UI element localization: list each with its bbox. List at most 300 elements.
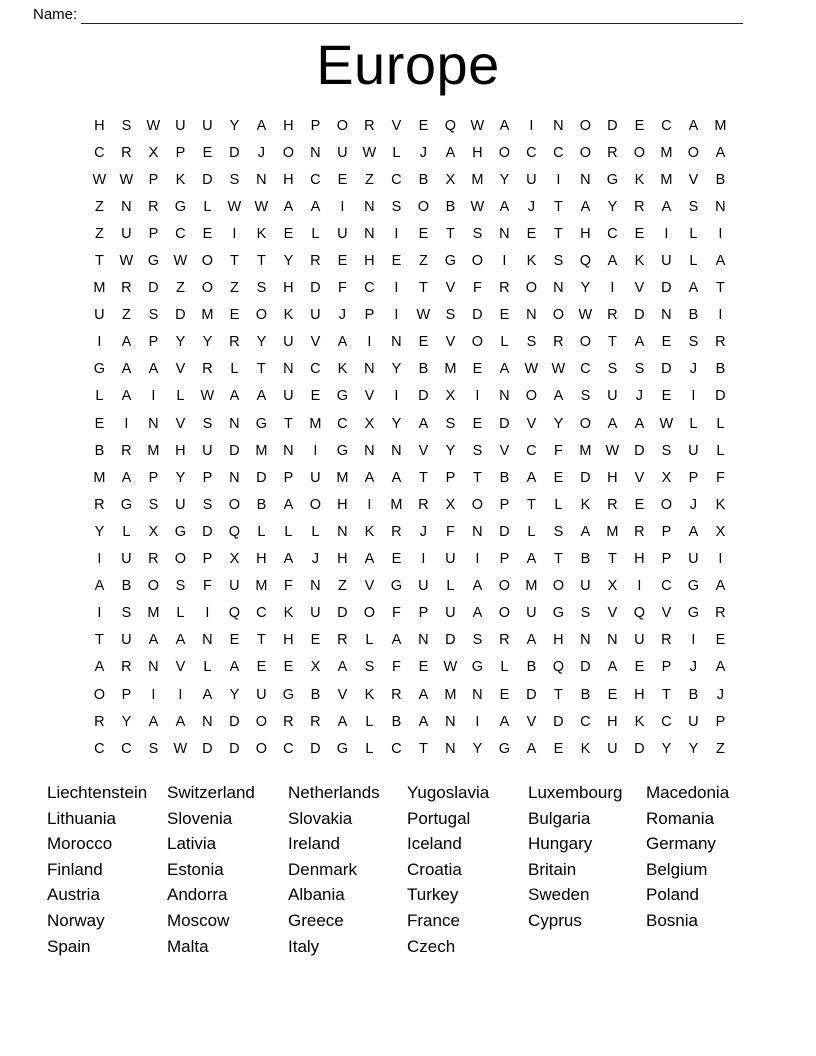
grid-cell[interactable]: V bbox=[391, 117, 402, 134]
grid-cell[interactable]: M bbox=[660, 171, 673, 188]
grid-cell[interactable]: D bbox=[634, 740, 645, 757]
grid-cell[interactable]: U bbox=[175, 496, 186, 513]
grid-cell[interactable]: U bbox=[688, 713, 699, 730]
grid-cell[interactable]: F bbox=[202, 578, 213, 595]
grid-cell[interactable]: A bbox=[148, 632, 159, 649]
grid-cell[interactable]: T bbox=[553, 686, 564, 703]
grid-cell[interactable]: T bbox=[472, 469, 483, 486]
grid-cell[interactable]: A bbox=[472, 578, 483, 595]
grid-cell[interactable]: E bbox=[661, 388, 672, 405]
word-list-item[interactable]: Bulgaria bbox=[528, 808, 591, 828]
grid-cell[interactable]: U bbox=[310, 307, 321, 324]
grid-cell[interactable]: V bbox=[445, 280, 456, 297]
grid-cell[interactable]: O bbox=[147, 578, 160, 595]
grid-cell[interactable]: N bbox=[310, 144, 321, 161]
grid-cell[interactable]: J bbox=[689, 361, 698, 378]
grid-cell[interactable]: N bbox=[283, 442, 294, 459]
grid-cell[interactable]: F bbox=[472, 280, 483, 297]
word-list-item[interactable]: Slovenia bbox=[167, 808, 233, 828]
grid-cell[interactable]: Q bbox=[579, 253, 592, 270]
grid-cell[interactable]: S bbox=[472, 225, 483, 242]
grid-cell[interactable]: H bbox=[256, 551, 267, 568]
grid-cell[interactable]: Y bbox=[283, 253, 294, 270]
grid-cell[interactable]: W bbox=[254, 198, 269, 215]
grid-cell[interactable]: C bbox=[661, 117, 672, 134]
grid-cell[interactable]: M bbox=[606, 523, 619, 540]
grid-cell[interactable]: T bbox=[553, 551, 564, 568]
grid-cell[interactable]: A bbox=[175, 632, 186, 649]
grid-cell[interactable]: Q bbox=[444, 117, 457, 134]
grid-cell[interactable]: W bbox=[605, 442, 620, 459]
grid-cell[interactable]: E bbox=[661, 334, 672, 351]
grid-cell[interactable]: W bbox=[227, 198, 242, 215]
grid-cell[interactable]: P bbox=[661, 551, 672, 568]
grid-cell[interactable]: Y bbox=[580, 280, 591, 297]
grid-cell[interactable]: U bbox=[526, 171, 537, 188]
grid-cell[interactable]: H bbox=[607, 713, 618, 730]
grid-cell[interactable]: N bbox=[283, 361, 294, 378]
grid-cell[interactable]: Y bbox=[472, 740, 483, 757]
grid-cell[interactable]: L bbox=[365, 713, 374, 730]
grid-cell[interactable]: A bbox=[445, 144, 456, 161]
grid-cell[interactable]: A bbox=[526, 469, 537, 486]
grid-cell[interactable]: H bbox=[472, 144, 483, 161]
grid-cell[interactable]: A bbox=[337, 334, 348, 351]
grid-cell[interactable]: D bbox=[202, 740, 213, 757]
grid-cell[interactable]: I bbox=[124, 415, 129, 432]
grid-cell[interactable]: O bbox=[255, 307, 268, 324]
grid-cell[interactable]: D bbox=[553, 713, 564, 730]
grid-cell[interactable]: Y bbox=[607, 198, 618, 215]
grid-cell[interactable]: D bbox=[580, 469, 591, 486]
grid-cell[interactable]: E bbox=[499, 686, 510, 703]
grid-cell[interactable]: I bbox=[556, 171, 561, 188]
grid-cell[interactable]: S bbox=[526, 334, 537, 351]
grid-cell[interactable]: J bbox=[311, 551, 320, 568]
grid-cell[interactable]: O bbox=[255, 740, 268, 757]
grid-cell[interactable]: S bbox=[391, 198, 402, 215]
grid-cell[interactable]: I bbox=[421, 551, 426, 568]
grid-cell[interactable]: U bbox=[229, 578, 240, 595]
grid-cell[interactable]: K bbox=[175, 171, 186, 188]
grid-cell[interactable]: O bbox=[93, 686, 106, 703]
grid-cell[interactable]: U bbox=[445, 551, 456, 568]
grid-cell[interactable]: R bbox=[148, 198, 159, 215]
grid-cell[interactable]: L bbox=[257, 523, 266, 540]
grid-cell[interactable]: M bbox=[660, 144, 673, 161]
grid-cell[interactable]: E bbox=[283, 225, 294, 242]
grid-cell[interactable]: L bbox=[500, 659, 509, 676]
grid-cell[interactable]: J bbox=[419, 523, 428, 540]
grid-cell[interactable]: L bbox=[554, 496, 563, 513]
grid-cell[interactable]: N bbox=[445, 740, 456, 757]
grid-cell[interactable]: D bbox=[445, 632, 456, 649]
grid-cell[interactable]: A bbox=[688, 523, 699, 540]
grid-cell[interactable]: B bbox=[445, 198, 456, 215]
grid-cell[interactable]: A bbox=[229, 388, 240, 405]
grid-cell[interactable]: Y bbox=[229, 686, 240, 703]
grid-cell[interactable]: A bbox=[418, 713, 429, 730]
grid-cell[interactable]: G bbox=[255, 415, 268, 432]
grid-cell[interactable]: W bbox=[659, 415, 674, 432]
grid-cell[interactable]: T bbox=[526, 496, 537, 513]
grid-cell[interactable]: I bbox=[394, 307, 399, 324]
grid-cell[interactable]: T bbox=[553, 198, 564, 215]
grid-cell[interactable]: E bbox=[94, 415, 105, 432]
grid-cell[interactable]: I bbox=[718, 307, 723, 324]
grid-cell[interactable]: U bbox=[202, 117, 213, 134]
word-list-item[interactable]: Morocco bbox=[47, 834, 113, 854]
grid-cell[interactable]: I bbox=[475, 713, 480, 730]
grid-cell[interactable]: Q bbox=[228, 523, 241, 540]
grid-cell[interactable]: A bbox=[580, 198, 591, 215]
grid-cell[interactable]: A bbox=[256, 388, 267, 405]
grid-cell[interactable]: Y bbox=[688, 740, 699, 757]
grid-cell[interactable]: U bbox=[175, 117, 186, 134]
grid-cell[interactable]: B bbox=[580, 686, 591, 703]
grid-cell[interactable]: S bbox=[607, 361, 618, 378]
grid-cell[interactable]: G bbox=[471, 659, 484, 676]
grid-cell[interactable]: D bbox=[715, 388, 726, 405]
grid-cell[interactable]: R bbox=[121, 144, 132, 161]
grid-cell[interactable]: I bbox=[394, 225, 399, 242]
word-list-item[interactable]: Finland bbox=[47, 859, 103, 879]
grid-cell[interactable]: A bbox=[715, 253, 726, 270]
grid-cell[interactable]: L bbox=[95, 388, 104, 405]
grid-cell[interactable]: C bbox=[607, 225, 618, 242]
grid-cell[interactable]: S bbox=[121, 605, 132, 622]
grid-cell[interactable]: P bbox=[661, 659, 672, 676]
grid-cell[interactable]: N bbox=[418, 632, 429, 649]
grid-cell[interactable]: X bbox=[715, 523, 726, 540]
grid-cell[interactable]: Q bbox=[552, 659, 565, 676]
grid-cell[interactable]: T bbox=[94, 253, 105, 270]
grid-cell[interactable]: P bbox=[661, 523, 672, 540]
grid-cell[interactable]: A bbox=[499, 198, 510, 215]
grid-cell[interactable]: E bbox=[229, 307, 240, 324]
grid-cell[interactable]: A bbox=[202, 686, 213, 703]
grid-cell[interactable]: S bbox=[148, 740, 159, 757]
grid-cell[interactable]: C bbox=[310, 171, 321, 188]
grid-cell[interactable]: R bbox=[202, 361, 213, 378]
grid-cell[interactable]: S bbox=[472, 632, 483, 649]
grid-cell[interactable]: D bbox=[580, 659, 591, 676]
grid-cell[interactable]: N bbox=[148, 659, 159, 676]
grid-cell[interactable]: P bbox=[445, 469, 456, 486]
grid-cell[interactable]: U bbox=[121, 225, 132, 242]
grid-cell[interactable]: E bbox=[337, 253, 348, 270]
grid-cell[interactable]: E bbox=[472, 361, 483, 378]
grid-cell[interactable]: O bbox=[687, 144, 700, 161]
grid-cell[interactable]: R bbox=[121, 659, 132, 676]
grid-cell[interactable]: U bbox=[526, 605, 537, 622]
word-list-item[interactable]: Greece bbox=[288, 910, 344, 930]
grid-cell[interactable]: J bbox=[716, 686, 725, 703]
grid-cell[interactable]: D bbox=[634, 307, 645, 324]
grid-cell[interactable]: D bbox=[472, 307, 483, 324]
grid-cell[interactable]: P bbox=[148, 334, 159, 351]
grid-cell[interactable]: H bbox=[634, 551, 645, 568]
grid-cell[interactable]: E bbox=[634, 659, 645, 676]
grid-cell[interactable]: M bbox=[714, 117, 727, 134]
grid-cell[interactable]: V bbox=[607, 605, 618, 622]
grid-cell[interactable]: W bbox=[470, 117, 485, 134]
grid-cell[interactable]: L bbox=[689, 225, 698, 242]
grid-cell[interactable]: B bbox=[715, 171, 726, 188]
grid-cell[interactable]: E bbox=[715, 632, 726, 649]
grid-cell[interactable]: T bbox=[256, 361, 267, 378]
grid-cell[interactable]: M bbox=[471, 171, 484, 188]
grid-cell[interactable]: T bbox=[445, 225, 456, 242]
grid-cell[interactable]: P bbox=[283, 469, 294, 486]
grid-cell[interactable]: O bbox=[525, 388, 538, 405]
grid-cell[interactable]: B bbox=[391, 713, 402, 730]
grid-cell[interactable]: M bbox=[147, 442, 160, 459]
grid-cell[interactable]: Y bbox=[256, 334, 267, 351]
grid-cell[interactable]: B bbox=[121, 578, 132, 595]
grid-cell[interactable]: A bbox=[337, 713, 348, 730]
grid-cell[interactable]: D bbox=[499, 415, 510, 432]
grid-cell[interactable]: B bbox=[580, 551, 591, 568]
grid-cell[interactable]: P bbox=[202, 469, 213, 486]
grid-cell[interactable]: H bbox=[337, 551, 348, 568]
grid-cell[interactable]: P bbox=[148, 225, 159, 242]
grid-cell[interactable]: K bbox=[337, 361, 348, 378]
grid-cell[interactable]: U bbox=[310, 469, 321, 486]
grid-cell[interactable]: X bbox=[364, 415, 375, 432]
grid-cell[interactable]: C bbox=[256, 605, 267, 622]
grid-cell[interactable]: E bbox=[202, 144, 213, 161]
word-list-item[interactable]: France bbox=[407, 910, 460, 930]
grid-cell[interactable]: L bbox=[716, 442, 725, 459]
grid-cell[interactable]: G bbox=[444, 253, 457, 270]
grid-cell[interactable]: G bbox=[336, 740, 349, 757]
grid-cell[interactable]: U bbox=[580, 578, 591, 595]
grid-cell[interactable]: I bbox=[664, 225, 669, 242]
grid-cell[interactable]: K bbox=[580, 740, 591, 757]
grid-cell[interactable]: C bbox=[526, 144, 537, 161]
grid-cell[interactable]: A bbox=[175, 713, 186, 730]
grid-cell[interactable]: A bbox=[310, 198, 321, 215]
grid-cell[interactable]: D bbox=[337, 605, 348, 622]
grid-cell[interactable]: A bbox=[418, 415, 429, 432]
grid-cell[interactable]: J bbox=[338, 307, 347, 324]
grid-cell[interactable]: H bbox=[580, 225, 591, 242]
grid-cell[interactable]: N bbox=[607, 632, 618, 649]
grid-cell[interactable]: S bbox=[688, 334, 699, 351]
grid-cell[interactable]: L bbox=[365, 632, 374, 649]
grid-cell[interactable]: K bbox=[256, 225, 267, 242]
grid-cell[interactable]: L bbox=[230, 361, 239, 378]
grid-cell[interactable]: S bbox=[148, 307, 159, 324]
grid-cell[interactable]: E bbox=[310, 388, 321, 405]
grid-cell[interactable]: U bbox=[256, 686, 267, 703]
grid-cell[interactable]: B bbox=[688, 307, 699, 324]
grid-cell[interactable]: X bbox=[445, 388, 456, 405]
grid-cell[interactable]: I bbox=[97, 605, 102, 622]
grid-cell[interactable]: A bbox=[391, 632, 402, 649]
grid-cell[interactable]: P bbox=[499, 551, 510, 568]
grid-cell[interactable]: O bbox=[336, 117, 349, 134]
grid-cell[interactable]: A bbox=[229, 659, 240, 676]
grid-cell[interactable]: V bbox=[364, 578, 375, 595]
grid-cell[interactable]: C bbox=[661, 713, 672, 730]
grid-cell[interactable]: E bbox=[418, 659, 429, 676]
grid-cell[interactable]: S bbox=[472, 442, 483, 459]
grid-cell[interactable]: E bbox=[391, 551, 402, 568]
grid-cell[interactable]: R bbox=[607, 144, 618, 161]
grid-cell[interactable]: D bbox=[499, 523, 510, 540]
grid-cell[interactable]: D bbox=[418, 388, 429, 405]
grid-cell[interactable]: Q bbox=[228, 605, 241, 622]
name-input-rule[interactable] bbox=[81, 8, 743, 24]
grid-cell[interactable]: N bbox=[202, 713, 213, 730]
grid-cell[interactable]: M bbox=[444, 361, 457, 378]
grid-cell[interactable]: R bbox=[121, 280, 132, 297]
word-list-item[interactable]: Czech bbox=[407, 936, 456, 956]
grid-cell[interactable]: I bbox=[475, 551, 480, 568]
grid-cell[interactable]: U bbox=[688, 551, 699, 568]
grid-cell[interactable]: W bbox=[416, 307, 431, 324]
grid-cell[interactable]: O bbox=[579, 144, 592, 161]
grid-cell[interactable]: P bbox=[148, 469, 159, 486]
word-list-item[interactable]: Cyprus bbox=[528, 910, 582, 930]
grid-cell[interactable]: R bbox=[94, 496, 105, 513]
grid-cell[interactable]: F bbox=[391, 605, 402, 622]
grid-cell[interactable]: D bbox=[661, 361, 672, 378]
word-list-item[interactable]: Iceland bbox=[407, 834, 462, 854]
grid-cell[interactable]: L bbox=[203, 659, 212, 676]
grid-cell[interactable]: P bbox=[715, 713, 726, 730]
grid-cell[interactable]: Y bbox=[121, 713, 132, 730]
grid-cell[interactable]: L bbox=[392, 144, 401, 161]
grid-cell[interactable]: N bbox=[256, 171, 267, 188]
grid-cell[interactable]: B bbox=[715, 361, 726, 378]
grid-cell[interactable]: H bbox=[94, 117, 105, 134]
grid-cell[interactable]: M bbox=[255, 578, 268, 595]
grid-cell[interactable]: F bbox=[553, 442, 564, 459]
grid-cell[interactable]: X bbox=[445, 496, 456, 513]
grid-cell[interactable]: W bbox=[119, 253, 134, 270]
grid-cell[interactable]: H bbox=[283, 171, 294, 188]
grid-cell[interactable]: I bbox=[610, 280, 615, 297]
grid-cell[interactable]: D bbox=[634, 442, 645, 459]
grid-cell[interactable]: O bbox=[282, 144, 295, 161]
grid-cell[interactable]: A bbox=[364, 551, 375, 568]
grid-cell[interactable]: A bbox=[715, 659, 726, 676]
grid-cell[interactable]: D bbox=[256, 469, 267, 486]
grid-cell[interactable]: Y bbox=[175, 469, 186, 486]
grid-cell[interactable]: A bbox=[94, 578, 105, 595]
grid-cell[interactable]: N bbox=[229, 469, 240, 486]
grid-cell[interactable]: N bbox=[472, 686, 483, 703]
grid-cell[interactable]: I bbox=[97, 551, 102, 568]
grid-cell[interactable]: N bbox=[310, 578, 321, 595]
grid-cell[interactable]: U bbox=[607, 740, 618, 757]
grid-cell[interactable]: N bbox=[499, 388, 510, 405]
grid-cell[interactable]: C bbox=[175, 225, 186, 242]
grid-cell[interactable]: O bbox=[633, 144, 646, 161]
grid-cell[interactable]: N bbox=[391, 334, 402, 351]
grid-cell[interactable]: A bbox=[526, 551, 537, 568]
grid-cell[interactable]: H bbox=[175, 442, 186, 459]
grid-cell[interactable]: L bbox=[284, 523, 293, 540]
grid-cell[interactable]: B bbox=[499, 469, 510, 486]
grid-cell[interactable]: N bbox=[553, 117, 564, 134]
grid-cell[interactable]: Y bbox=[499, 171, 510, 188]
grid-cell[interactable]: P bbox=[418, 605, 429, 622]
grid-cell[interactable]: R bbox=[661, 632, 672, 649]
grid-cell[interactable]: M bbox=[93, 280, 106, 297]
grid-cell[interactable]: O bbox=[579, 415, 592, 432]
grid-cell[interactable]: J bbox=[635, 388, 644, 405]
grid-cell[interactable]: E bbox=[202, 225, 213, 242]
grid-cell[interactable]: O bbox=[471, 496, 484, 513]
grid-cell[interactable]: N bbox=[121, 198, 132, 215]
grid-cell[interactable]: U bbox=[607, 388, 618, 405]
grid-cell[interactable]: O bbox=[660, 496, 673, 513]
grid-cell[interactable]: P bbox=[148, 171, 159, 188]
grid-cell[interactable]: T bbox=[229, 253, 240, 270]
grid-cell[interactable]: Z bbox=[94, 225, 105, 242]
grid-cell[interactable]: V bbox=[175, 659, 186, 676]
grid-cell[interactable]: L bbox=[311, 523, 320, 540]
grid-cell[interactable]: S bbox=[148, 496, 159, 513]
grid-cell[interactable]: C bbox=[391, 740, 402, 757]
grid-cell[interactable]: B bbox=[418, 361, 429, 378]
grid-cell[interactable]: E bbox=[283, 659, 294, 676]
grid-cell[interactable]: K bbox=[580, 496, 591, 513]
grid-cell[interactable]: I bbox=[313, 442, 318, 459]
word-list-item[interactable]: Luxembourg bbox=[528, 783, 623, 802]
grid-cell[interactable]: C bbox=[553, 144, 564, 161]
grid-cell[interactable]: O bbox=[417, 198, 430, 215]
grid-cell[interactable]: T bbox=[418, 740, 429, 757]
grid-cell[interactable]: Y bbox=[229, 117, 240, 134]
grid-cell[interactable]: S bbox=[688, 198, 699, 215]
grid-cell[interactable]: L bbox=[689, 415, 698, 432]
grid-cell[interactable]: K bbox=[364, 523, 375, 540]
grid-cell[interactable]: T bbox=[553, 225, 564, 242]
grid-cell[interactable]: M bbox=[147, 605, 160, 622]
grid-cell[interactable]: E bbox=[391, 253, 402, 270]
word-list-item[interactable]: Spain bbox=[47, 936, 91, 956]
grid-cell[interactable]: I bbox=[637, 578, 642, 595]
grid-cell[interactable]: S bbox=[202, 415, 213, 432]
grid-cell[interactable]: J bbox=[689, 496, 698, 513]
grid-cell[interactable]: N bbox=[337, 523, 348, 540]
word-search-grid[interactable] bbox=[86, 112, 734, 762]
grid-cell[interactable]: X bbox=[229, 551, 240, 568]
grid-cell[interactable]: I bbox=[367, 496, 372, 513]
grid-cell[interactable]: E bbox=[607, 686, 618, 703]
grid-cell[interactable]: R bbox=[418, 496, 429, 513]
grid-cell[interactable]: V bbox=[499, 442, 510, 459]
grid-cell[interactable]: Y bbox=[94, 523, 105, 540]
grid-cell[interactable]: L bbox=[500, 334, 509, 351]
grid-cell[interactable]: R bbox=[715, 605, 726, 622]
word-list-item[interactable]: Britain bbox=[528, 859, 577, 879]
grid-cell[interactable]: C bbox=[580, 361, 591, 378]
grid-cell[interactable]: M bbox=[444, 686, 457, 703]
grid-cell[interactable]: R bbox=[310, 713, 321, 730]
grid-cell[interactable]: T bbox=[715, 280, 726, 297]
grid-cell[interactable]: S bbox=[121, 117, 132, 134]
grid-cell[interactable]: P bbox=[688, 469, 699, 486]
grid-cell[interactable]: S bbox=[202, 496, 213, 513]
word-list-item[interactable]: Belgium bbox=[646, 859, 708, 879]
grid-cell[interactable]: A bbox=[634, 334, 645, 351]
